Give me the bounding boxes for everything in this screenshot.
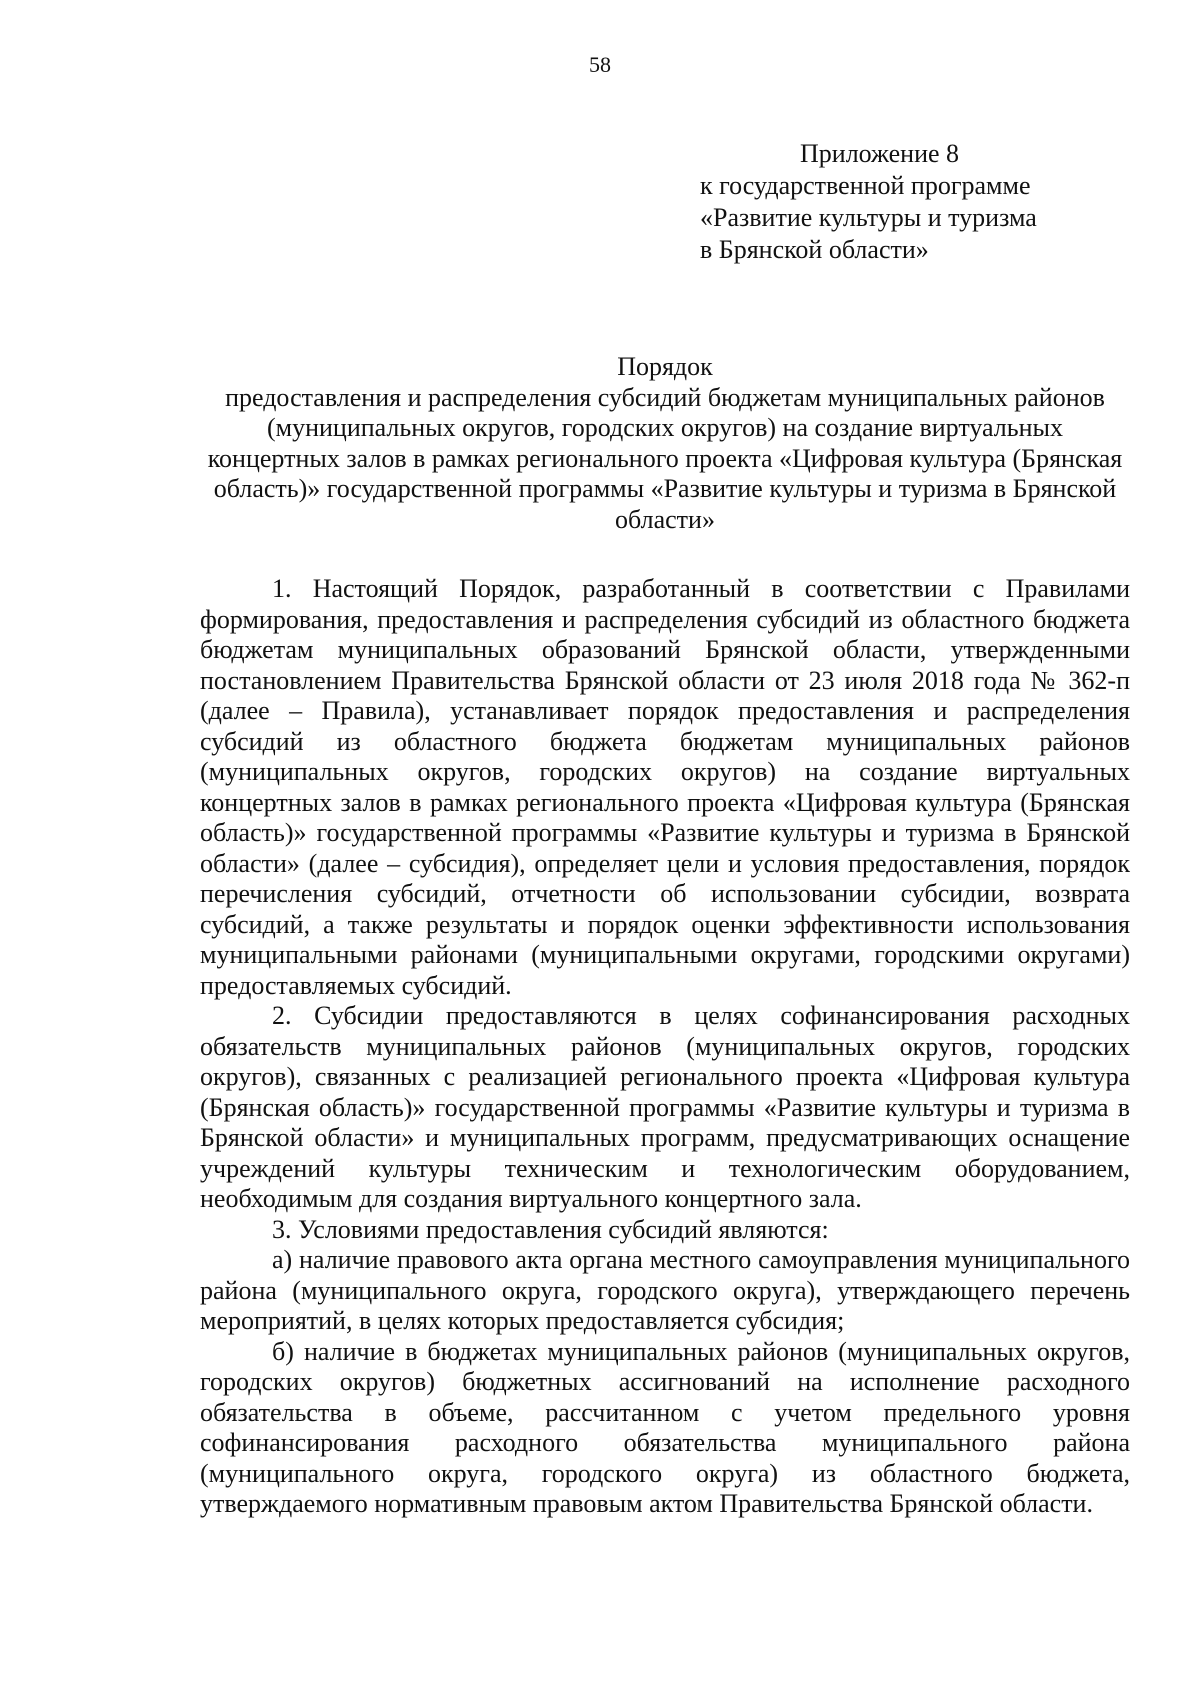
appendix-block <box>700 138 1037 266</box>
document-heading <box>200 352 1130 536</box>
appendix-line-1: Приложение 8 <box>800 139 960 168</box>
appendix-line-2: к государственной программе <box>700 171 1031 200</box>
paragraph-2: 2. Субсидии предоставляются в целях софинансирования расходных обязательств муниципальных районов (муниципальных округов, городских округов), связанных с реализацией регионального проекта «Цифровая культура (Брянская область)» государственной программы «Развитие культуры и туризма в Брянской области» и муниципальных программ, предусматривающих оснащение учреждений культуры техническим и технологическим оборудованием, необходимым для создания виртуального концертного зала. <box>200 1001 1130 1213</box>
page-number: 58 <box>589 52 611 77</box>
paragraph-1: 1. Настоящий Порядок, разработанный в соответствии с Правилами формирования, предоставления и распределения субсидий из областного бюджета бюджетам муниципальных образований Брянской области, утвержденными постановлением Правительства Брянской области от 23 июля 2018 года № 362-п (далее – Правила), устанавливает порядок предоставления и распределения субсидий из областного бюджета бюджетам муниципальных районов (муниципальных округов, городских округов) на создание виртуальных концертных залов в рамках регионального проекта «Цифровая культура (Брянская область)» государственной программы «Развитие культуры и туризма в Брянской области» (далее – субсидия), определяет цели и условия предоставления, порядок перечисления субсидий, отчетности об использовании субсидии, возврата субсидий, а также результаты и порядок оценки эффективности использования муниципальными районами (муниципальными округами, городскими округами) предоставляемых субсидий. <box>200 574 1130 1000</box>
document-body <box>200 574 1130 1520</box>
document-title: Порядок <box>617 352 713 381</box>
document-subtitle: предоставления и распределения субсидий бюджетам муниципальных районов (муниципальных округов, городских округов) на создание виртуальных концертных залов в рамках регионального проекта «Цифровая культура (Брянская область)» государственной программы «Развитие культуры и туризма в Брянской области» <box>207 382 1123 534</box>
appendix-line-3: «Развитие культуры и туризма <box>700 203 1037 232</box>
paragraph-3a: а) наличие правового акта органа местного самоуправления муниципального района (муниципального округа, городского округа), утверждающего перечень мероприятий, в целях которых предоставляется субсидия; <box>200 1245 1130 1335</box>
appendix-line-4: в Брянской области» <box>700 235 929 264</box>
paragraph-3: 3. Условиями предоставления субсидий являются: <box>272 1214 829 1244</box>
paragraph-3b: б) наличие в бюджетах муниципальных районов (муниципальных округов, городских округов) бюджетных ассигнований на исполнение расходного обязательства в объеме, рассчитанном с учетом предельного уровня софинансирования расходного обязательства муниципального района (муниципального округа, городского округа) из областного бюджета, утверждаемого нормативным правовым актом Правительства Брянской области. <box>200 1336 1130 1518</box>
